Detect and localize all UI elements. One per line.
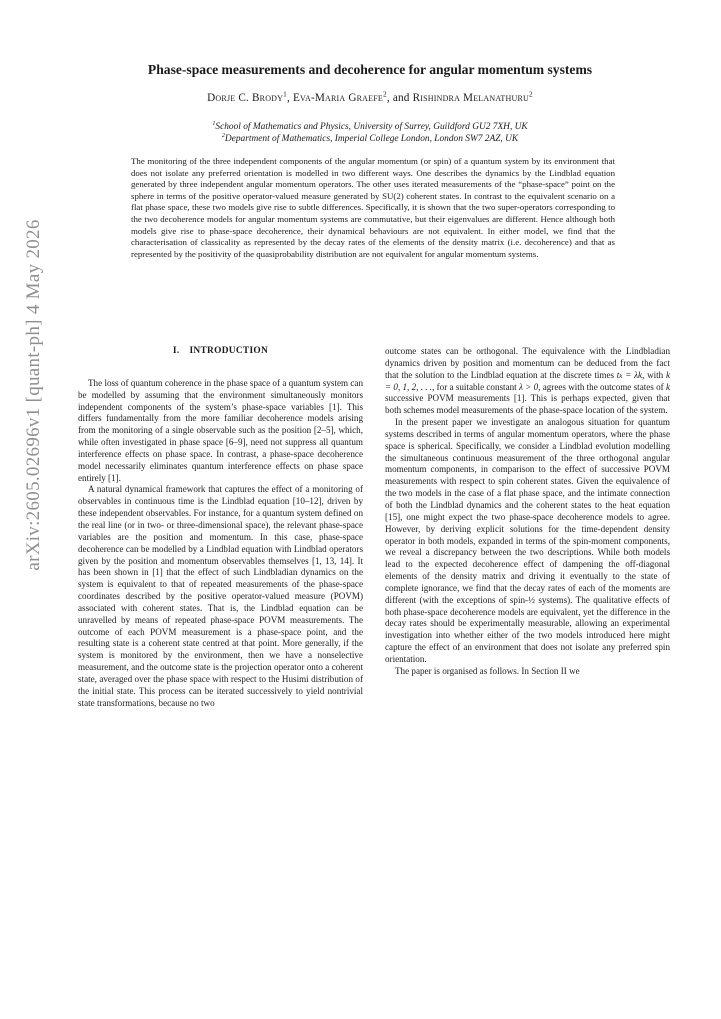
text-run: In the present paper we investigate an analogous situation for quantum systems described in terms of angular momentum operators, where the phase space is spherical. Specifically, we consider a Lindblad evolution modelling the simultaneous continuous measurement of the three orthogonal angular momentum components, in comparison to the effect of successive POVM measurements with respect to spin coherent states. Given the equivalence of the two models in the case of a flat phase space, and the intimate connection of both the Lindblad dynamics and the coherent states to the heat equation [15], one might expect the two phase-space decoherence models to agree. However, by deriving explicit solutions for the time-dependent density operator in both models, expanded in terms of the spin-moment components, we reveal a discrepancy between the two descriptions. While both models lead to the expected decoherence effect of dampening the off-diagonal elements of the density matrix and driving it eventually to the state of complete ignorance, we find that the decay rates of each of the moments are different (with the exceptions of spin- xyxy=(385,417,670,605)
author-affiliation-mark: 1 xyxy=(283,90,287,99)
affiliation-line xyxy=(70,133,670,145)
text-run: outcome states can be orthogonal. The equivalence with the Lindbladian dynamics driven by position and momentum can be deduced from the fact that the solution to the Lindblad equation at the discrete times xyxy=(385,346,670,380)
text-run: successive POVM measurements [1]. This is perhaps expected, given that both schemes model measurements of the phase-space location of the system. xyxy=(385,393,670,416)
section-title: INTRODUCTION xyxy=(189,346,269,356)
affiliation-text: School of Mathematics and Physics, University of Surrey, Guildford GU2 7XH, UK xyxy=(215,122,528,132)
author-name: Rishindra Melanathuru xyxy=(412,92,529,104)
right-column xyxy=(385,346,670,678)
body-paragraph: The loss of quantum coherence in the phase space of a quantum system can be modelled by assuming that the environment simultaneously monitors independent components of the system’s phase-space variables [1]. This differs fundamentally from the more familiar decoherence models arising from the monitoring of a single observable such as the position [2–5], which, while often investigated in phase space [6–9], need not suppress all quantum interference effects on phase space. In contrast, a phase-space decoherence model necessarily eliminates quantum interference effects on phase space entirely [1]. xyxy=(78,377,363,483)
body-paragraph xyxy=(385,417,670,666)
author-list xyxy=(70,92,670,104)
inline-math: k = 0, 1, 2, . . . xyxy=(385,369,670,392)
author-separator: , xyxy=(286,92,293,104)
affiliation-mark: 1 xyxy=(212,120,216,127)
inline-math: k xyxy=(665,381,671,392)
text-run: systems). The qualitative effects of both phase-space decoherence models are equivalent, yet the difference in the decay rates should be experimentally measurable, allowing an experimental investigation into whether either of the two models introduced here might capture the effect of an environment that does not isolate any preferred spin orientation. xyxy=(385,594,671,664)
affiliation-text: Department of Mathematics, Imperial College London, London SW7 2AZ, UK xyxy=(224,134,519,144)
abstract: The monitoring of the three independent components of the angular momentum (or spin) of a quantum system by its environment that does not isolate any preferred orientation is modelled in two different ways. One describes the dynamics by the Lindblad equation generated by three independent angular momentum operators. The other uses iterated measurements of the “phase-space” point on the sphere in terms of the positive operator-valued measure generated by SU(2) coherent states. In contrast to the equivalent scenario on a flat phase space, these two models give rise to subtle differences. Specifically, it is shown that the two super-operators corresponding to the two decoherence models for angular momentum systems are commutative, but their eigenvalues are different. Hence although both models give rise to phase-space decoherence, their dynamical behaviours are not equivalent. In either model, we find that the characterisation of classicality as represented by the decay rates of the elements of the density matrix (i.e. decoherence) and that as represented by the positivity of the quasiprobability distribution are not equivalent for angular momentum systems. xyxy=(131,156,615,259)
affiliations xyxy=(70,121,670,145)
text-run: , agrees with the outcome states of xyxy=(538,381,666,392)
arxiv-sidebar xyxy=(14,160,54,630)
arxiv-identifier: arXiv:2605.02696v1 [quant-ph] 4 May 2026 xyxy=(23,219,44,571)
affiliation-mark: 2 xyxy=(221,132,225,139)
section-number: I. xyxy=(172,346,180,356)
left-column xyxy=(78,346,363,709)
affiliation-line xyxy=(70,121,670,133)
author-name: Dorje C. Brody xyxy=(207,92,284,104)
text-run: , with xyxy=(642,369,666,380)
author-affiliation-mark: 2 xyxy=(528,90,533,99)
inline-math: tₖ = λk xyxy=(616,369,643,380)
inline-math: λ > 0 xyxy=(518,381,539,392)
body-paragraph xyxy=(385,346,670,417)
section-heading xyxy=(78,346,363,358)
inline-math: ½ xyxy=(528,594,535,605)
author-affiliation-mark: 2 xyxy=(382,90,387,99)
author-name: Eva-Maria Graefe xyxy=(292,92,383,104)
text-run: , for a suitable constant xyxy=(432,381,519,392)
author-separator: , and xyxy=(386,92,413,104)
body-paragraph: A natural dynamical framework that captures the effect of a monitoring of observables in continuous time is the Lindblad equation [10–12], driven by these independent observables. For instance, for a quantum system defined on the real line (or in two- or three-dimensional space), the relevant phase-space variables are the position and momentum. In this case, phase-space decoherence can be modelled by a Lindblad equation with Lindblad operators given by the position and momentum observables themselves [1, 13, 14]. It has been shown in [1] that the effect of such Lindbladian dynamics on the system is equivalent to that of repeated measurements of the phase-space coordinates described by the positive operator-valued measure (POVM) associated with coherent states. That is, the Lindblad equation can be unravelled by means of repeated phase-space POVM measurements. The outcome of each POVM measurement is a phase-space point, and the resulting state is a coherent state centred at that point. More generally, if the system is monitored by the environment, then we have a nonselective measurement, and the outcome state is the projection operator onto a coherent state, averaged over the phase space with respect to the Husimi distribution of the initial state. This process can be iterated successively to yield nontrivial state transformations, because no two xyxy=(78,484,363,708)
paper-title: Phase-space measurements and decoherence for angular momentum systems xyxy=(147,62,593,77)
body-paragraph: The paper is organised as follows. In Section II we xyxy=(395,665,580,676)
